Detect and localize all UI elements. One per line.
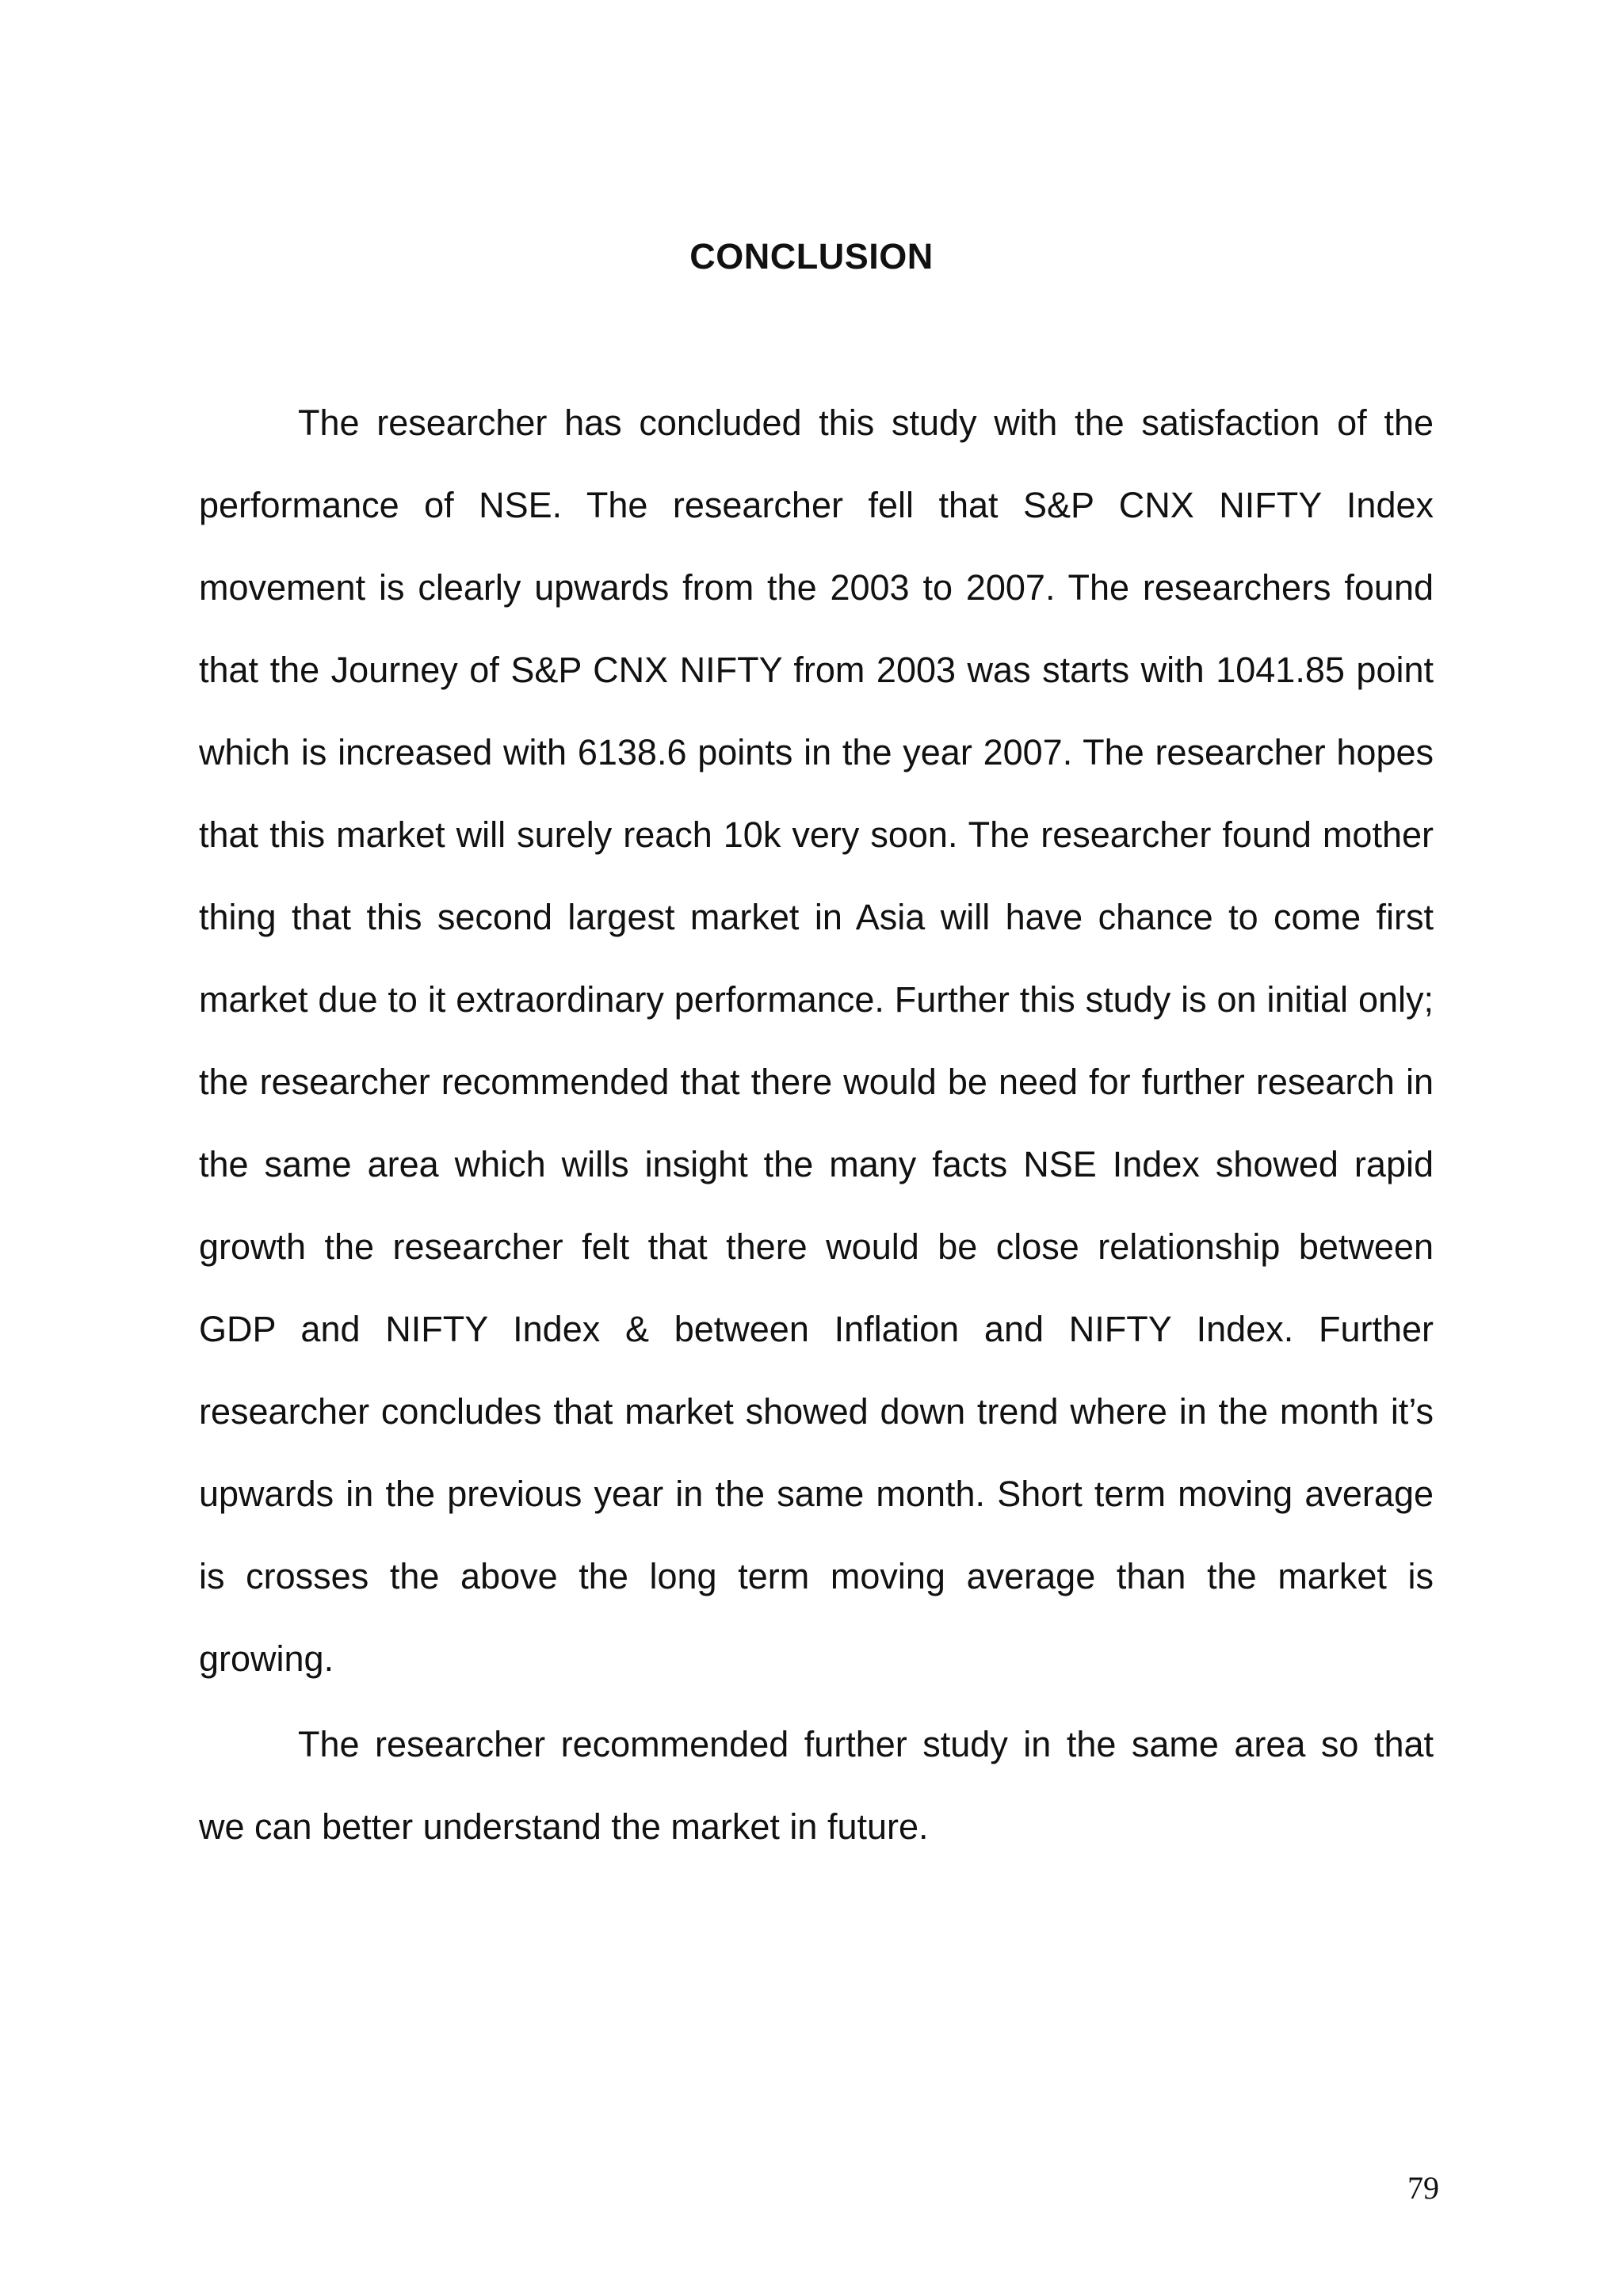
page-number: 79 (1407, 2170, 1439, 2206)
conclusion-paragraph-1: The researcher has concluded this study with the satisfaction of the performance of NSE. The researcher fell that S&P CNX NIFTY Index movement is clearly upwards from the 2003 to 2007. The researchers found that the Journey of S&P CNX NIFTY from 2003 was starts with 1041.85 point which is increased with 6138.6 points in the year 2007. The researcher hopes that this market will surely reach 10k very soon. The researcher found mother thing that this second largest market in Asia will have chance to come first market due to it extraordinary performance. Further this study is on initial only; the researcher recommended that there would be need for further research in the same area which wills insight the many facts NSE Index showed rapid growth the researcher felt that there would be close relationship between GDP and NIFTY Index & between Inflation and NIFTY Index. Further researcher concludes that market showed down trend where in the month it’s upwards in the previous year in the same month. Short term moving average is crosses the above the long term moving average than the market is growing. (199, 402, 1434, 1679)
page-title: CONCLUSION (689, 236, 934, 277)
conclusion-paragraph-2: The researcher recommended further study in the same area so that we can better understand the market in future. (199, 1724, 1434, 1847)
